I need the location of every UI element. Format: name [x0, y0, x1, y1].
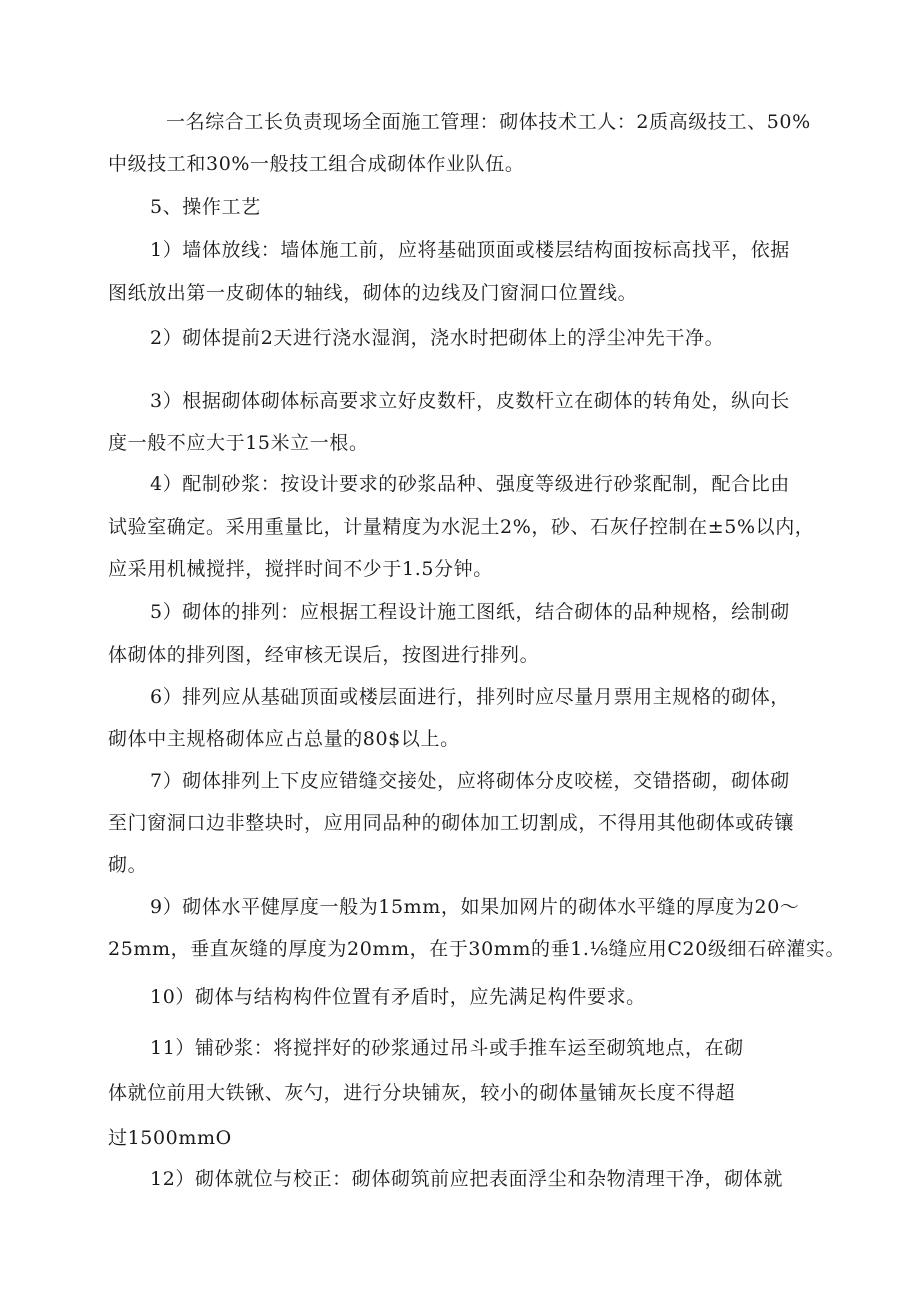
text-line: 9）砌体水平健厚度一般为15mm，如果加网片的砌体水平缝的厚度为20～ — [150, 896, 800, 918]
text-line: 砌。 — [108, 854, 148, 876]
text-line: 2）砌体提前2天进行浇水湿润，浇水时把砌体上的浮尘冲先干净。 — [150, 327, 725, 349]
text-line: 体就位前用大铁锹、灰勺，进行分块铺灰，较小的砌体量铺灰长度不得超 — [108, 1082, 736, 1104]
text-line: 1）墙体放线：墙体施工前，应将基础顶面或楼层结构面按标高找平，依据 — [150, 239, 790, 261]
text-line: 5）砌体的排列：应根据工程设计施工图纸，结合砌体的品种规格，绘制砌 — [150, 601, 790, 623]
text-line: 4）配制砂浆：按设计要求的砂浆品种、强度等级进行砂浆配制，配合比由 — [150, 473, 790, 495]
text-line: 7）砌体排列上下皮应错缝交接处，应将砌体分皮咬槎，交错搭砌，砌体砌 — [150, 770, 790, 792]
text-line: 至门窗洞口边非整块时，应用同品种的砌体加工切割成，不得用其他砌体或砖镶 — [108, 812, 795, 834]
text-line: 3）根据砌体砌体标高要求立好皮数杆，皮数杆立在砌体的转角处，纵向长 — [150, 390, 790, 412]
text-line: 度一般不应大于15米立一根。 — [108, 432, 369, 454]
text-line: 应采用机械搅拌，搅拌时间不少于1.5分钟。 — [108, 558, 493, 580]
text-line: 中级技工和30%一般技工组合成砌体作业队伍。 — [108, 153, 525, 175]
text-line: 砌体中主规格砌体应占总量的80$以上。 — [108, 728, 460, 750]
section-heading: 5、操作工艺 — [150, 196, 261, 218]
text-line: 10）砌体与结构构件位置有矛盾时，应先满足构件要求。 — [150, 986, 646, 1008]
text-line: 体砌体的排列图，经审核无误后，按图进行排列。 — [108, 644, 540, 666]
text-line: 6）排列应从基础顶面或楼层面进行，排列时应尽量月票用主规格的砌体， — [150, 686, 790, 708]
text-line: 过1500mmO — [108, 1127, 232, 1149]
text-line: 图纸放出第一皮砌体的轴线，砌体的边线及门窗洞口位置线。 — [108, 282, 638, 304]
text-line: 25mm，垂直灰缝的厚度为20mm，在于30mm的垂1.⅛缝应用C20级细石碎灌实。 — [108, 938, 846, 960]
text-line: 试验室确定。采用重量比，计量精度为水泥土2%，砂、石灰仔控制在±5%以内， — [108, 516, 815, 538]
text-line: 11）铺砂浆：将搅拌好的砂浆通过吊斗或手推车运至砌筑地点，在砌 — [150, 1037, 744, 1059]
text-line: 12）砌体就位与校正：砌体砌筑前应把表面浮尘和杂物清理干净，砌体就 — [150, 1168, 783, 1190]
text-line: 一名综合工长负责现场全面施工管理：砌体技术工人：2质高级技工、50% — [166, 111, 811, 133]
